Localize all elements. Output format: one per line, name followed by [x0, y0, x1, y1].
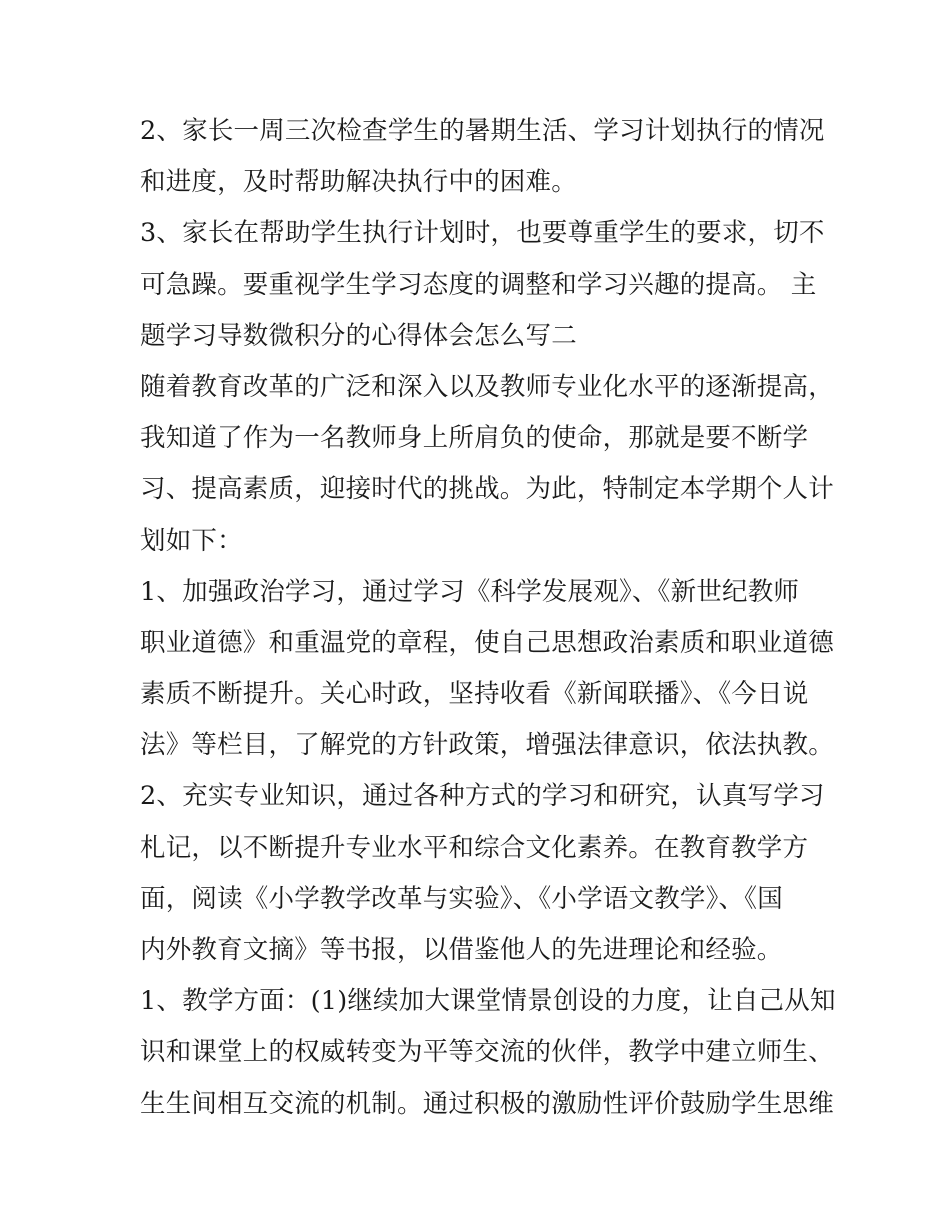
text-line: 和进度，及时帮助解决执行中的困难。: [140, 167, 577, 198]
text-line: 我知道了作为一名教师身上所肩负的使命，那就是要不断学: [140, 423, 809, 454]
text-line: 法》等栏目，了解党的方针政策，增强法律意识，依法执教。: [140, 730, 834, 761]
text-line: 1、教学方面：(1)继续加大课堂情景创设的力度，让自己从知: [140, 986, 836, 1017]
text-line: 3、家长在帮助学生执行计划时，也要尊重学生的要求，切不: [140, 218, 825, 249]
text-line: 2、家长一周三次检查学生的暑期生活、学习计划执行的情况: [140, 116, 825, 146]
text-line: 题学习导数微积分的心得体会怎么写二: [140, 320, 577, 351]
text-line: 1、加强政治学习，通过学习《科学发展观》、《新世纪教师: [140, 576, 800, 607]
text-line: 识和课堂上的权威转变为平等交流的伙伴，教学中建立师生、: [140, 1037, 834, 1068]
text-line: 随着教育改革的广泛和深入以及教师专业化水平的逐渐提高，: [140, 371, 834, 402]
text-line: 划如下：: [140, 525, 243, 556]
text-line: 职业道德》和重温党的章程，使自己思想政治素质和职业道德: [140, 627, 834, 658]
text-line: 素质不断提升。关心时政，坚持收看《新闻联播》、《今日说: [140, 679, 809, 710]
text-line: 可急躁。要重视学生学习态度的调整和学习兴趣的提高。 主: [140, 269, 817, 300]
text-line: 面，阅读《小学教学改革与实验》、《小学语文教学》、《国: [140, 883, 783, 914]
text-line: 2、充实专业知识，通过各种方式的学习和研究，认真写学习: [140, 781, 825, 812]
text-line: 生生间相互交流的机制。通过积极的激励性评价鼓励学生思维: [140, 1088, 834, 1119]
text-line: 札记，以不断提升专业水平和综合文化素养。在教育教学方: [140, 832, 809, 863]
text-line: 习、提高素质，迎接时代的挑战。为此，特制定本学期个人计: [140, 474, 834, 505]
document-body: [140, 106, 836, 1130]
text-line: 内外教育文摘》等书报，以借鉴他人的先进理论和经验。: [140, 935, 783, 965]
